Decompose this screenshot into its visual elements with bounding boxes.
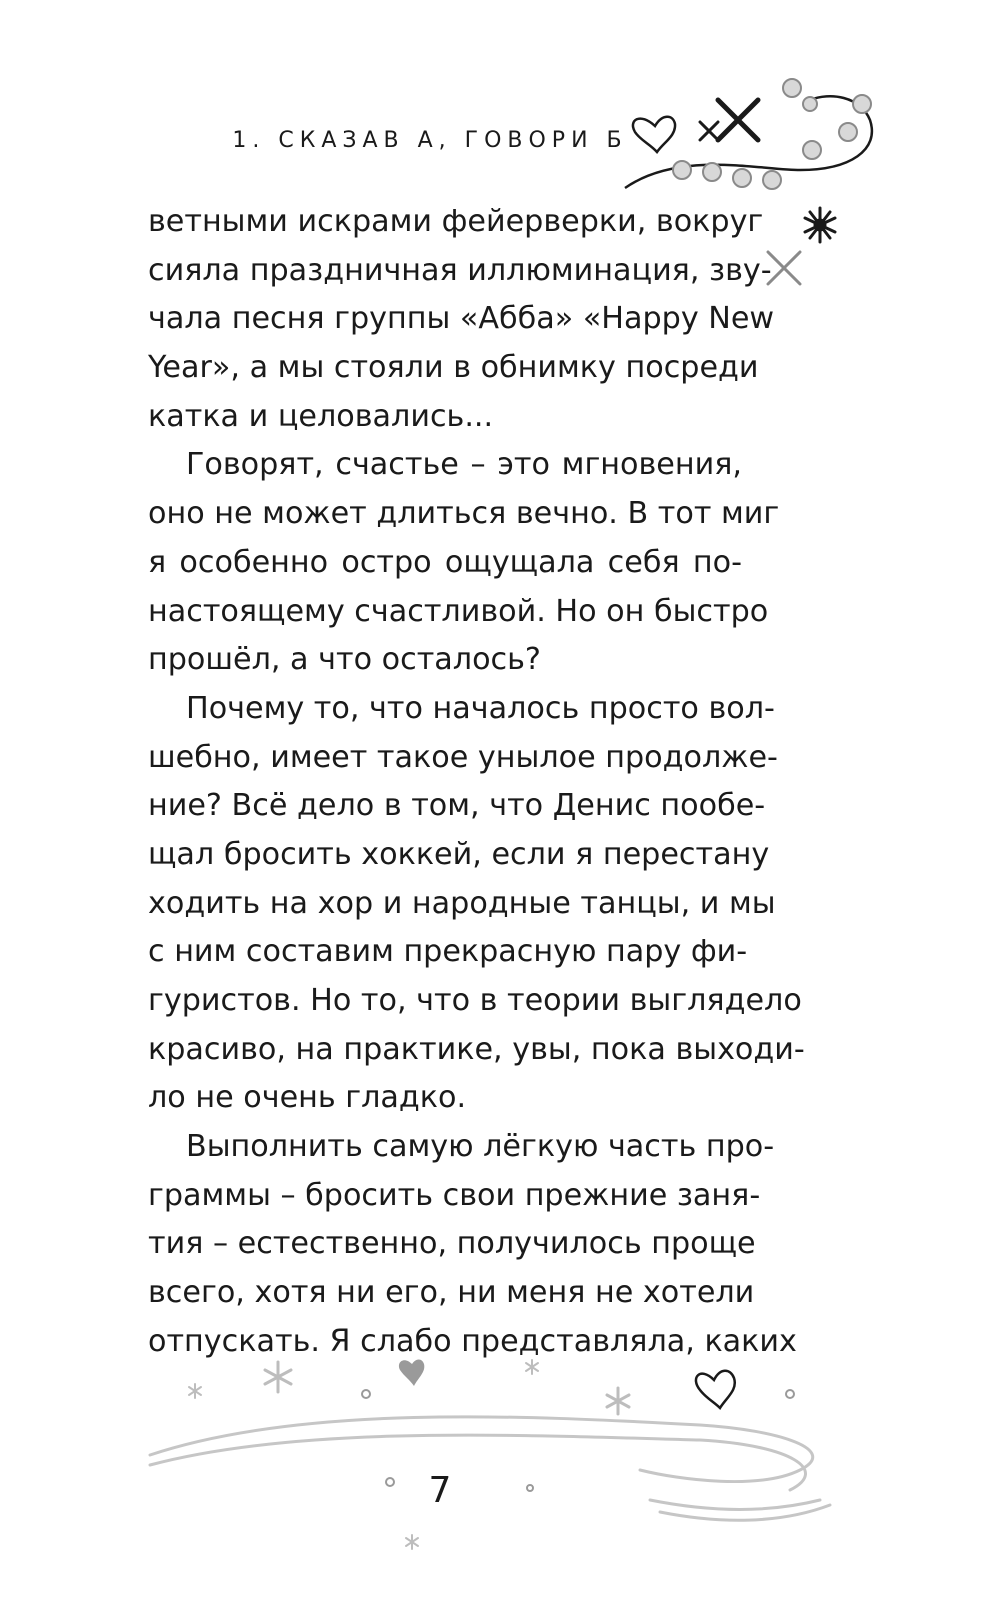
running-head: 1. СКАЗАВ А, ГОВОРИ Б bbox=[232, 128, 628, 153]
text-line: щал бросить хоккей, если я перестану bbox=[148, 836, 770, 872]
text-line: шебно, имеет такое унылое продолже- bbox=[148, 739, 778, 775]
text-line: граммы – бросить свои прежние заня- bbox=[148, 1177, 761, 1213]
text-line: оно не может длиться вечно. В тот миг bbox=[148, 496, 780, 532]
text-line: сияла праздничная иллюминация, зву- bbox=[148, 252, 772, 288]
body-text bbox=[148, 198, 805, 1367]
text-line: настоящему счастливой. Но он быстро bbox=[148, 593, 769, 629]
bottom-swoosh bbox=[150, 1417, 830, 1520]
star-burst-icon bbox=[805, 208, 835, 242]
text-line: прошёл, а что осталось? bbox=[148, 642, 541, 678]
text-line: катка и целовались... bbox=[148, 398, 494, 434]
text-line: всего, хотя ни его, ни меня не хотели bbox=[148, 1275, 755, 1311]
snowflake-icon bbox=[607, 1388, 629, 1414]
text-line: чала песня группы «Абба» «Happy New bbox=[148, 301, 775, 337]
text-line: я особенно остро ощущала себя по- bbox=[148, 544, 742, 580]
text-line: ветными искрами фейерверки, вокруг bbox=[148, 204, 764, 239]
text-line: Говорят, счастье – это мгновения, bbox=[186, 447, 742, 483]
sparkle-gray-icon bbox=[768, 252, 800, 284]
text-line: Year», а мы стояли в обнимку посреди bbox=[148, 350, 759, 386]
text-line: красиво, на практике, увы, пока выходи- bbox=[148, 1031, 805, 1067]
text-line: ходить на хор и народные танцы, и мы bbox=[148, 885, 776, 921]
text-line: гуристов. Но то, что в теории выглядело bbox=[148, 983, 802, 1018]
text-line: с ним составим прекрасную пару фи- bbox=[148, 934, 748, 970]
text-line: Почему то, что началось просто вол- bbox=[186, 690, 775, 726]
heart-outline-icon bbox=[696, 1371, 735, 1408]
text-line: ние? Всё дело в том, что Денис пообе- bbox=[148, 788, 766, 824]
text-line: отпускать. Я слабо представляла, каких bbox=[148, 1323, 797, 1359]
page-number: 7 bbox=[428, 1470, 452, 1511]
snowflake-small-icon bbox=[189, 1360, 538, 1549]
text-line: ло не очень гладко. bbox=[148, 1080, 467, 1116]
text-line: тия – естественно, получилось проще bbox=[148, 1226, 756, 1262]
text-line: Выполнить самую лёгкую часть про- bbox=[186, 1129, 775, 1165]
